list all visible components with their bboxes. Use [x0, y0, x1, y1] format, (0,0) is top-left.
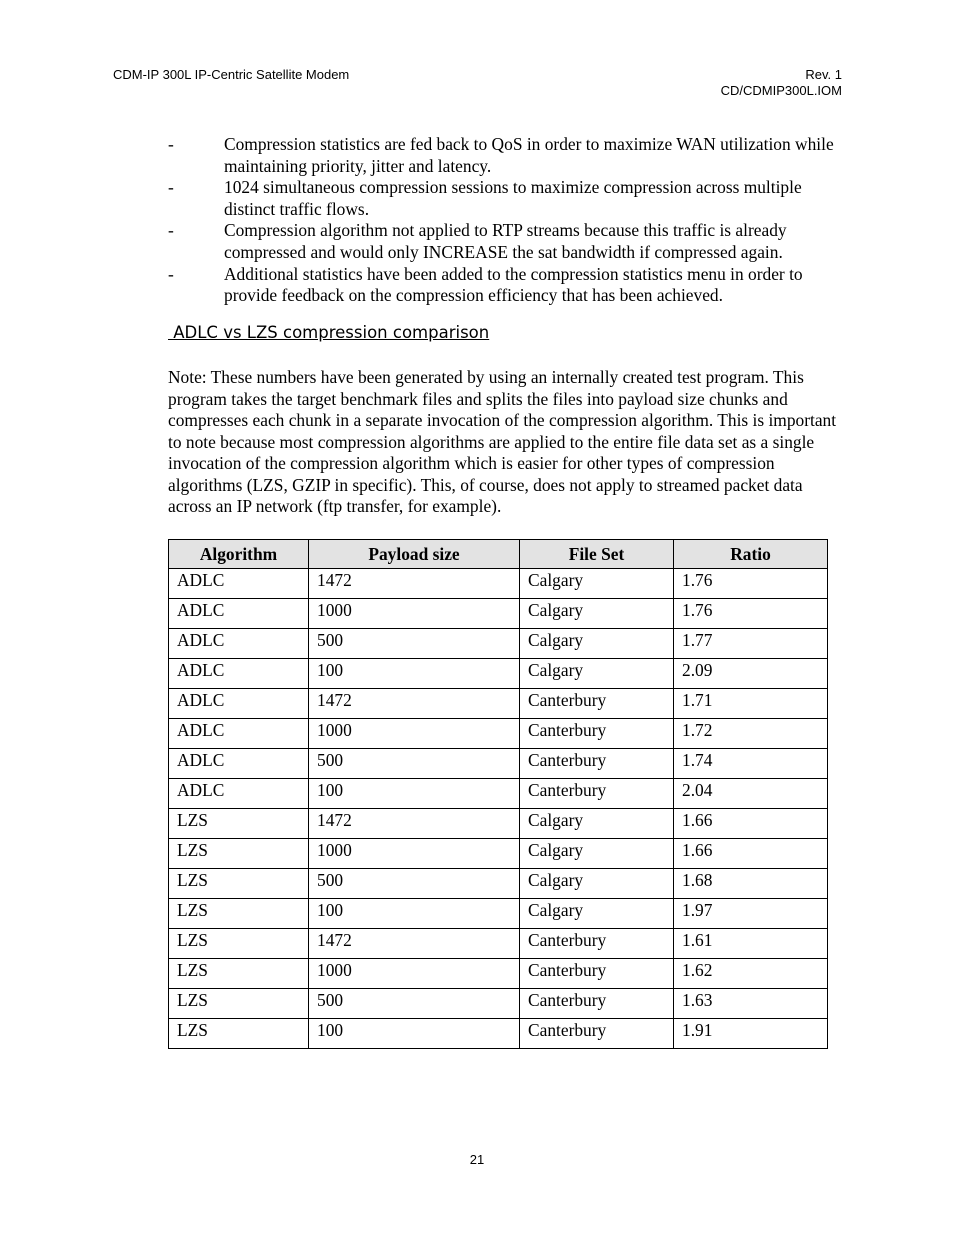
list-item: [168, 264, 848, 307]
bullet-marker: -: [168, 134, 174, 154]
file-set-cell: Calgary: [520, 899, 674, 929]
algorithm-cell: ADLC: [169, 629, 309, 659]
algorithm-cell: LZS: [169, 809, 309, 839]
file-set-cell: Canterbury: [520, 719, 674, 749]
file-set-cell: Calgary: [520, 869, 674, 899]
algorithm-cell: LZS: [169, 839, 309, 869]
payload-size-cell: 100: [309, 1019, 520, 1049]
algorithm-cell: LZS: [169, 959, 309, 989]
file-set-cell: Canterbury: [520, 989, 674, 1019]
document-id: CD/CDMIP300L.IOM: [720, 83, 842, 98]
ratio-cell: 1.72: [674, 719, 828, 749]
algorithm-cell: ADLC: [169, 749, 309, 779]
ratio-cell: 1.68: [674, 869, 828, 899]
list-item-text: Compression algorithm not applied to RTP streams because this traffic is already compressed and would only INCREASE the sat bandwidth if compressed again.: [224, 220, 787, 262]
table-row: [169, 869, 828, 899]
payload-size-cell: 1000: [309, 839, 520, 869]
table-row: [169, 659, 828, 689]
payload-size-cell: 500: [309, 989, 520, 1019]
payload-size-cell: 1472: [309, 929, 520, 959]
table-row: [169, 839, 828, 869]
table-row: [169, 989, 828, 1019]
payload-size-cell: 1472: [309, 689, 520, 719]
column-header-algorithm: Algorithm: [169, 540, 309, 569]
file-set-cell: Calgary: [520, 839, 674, 869]
table-row: [169, 809, 828, 839]
algorithm-cell: ADLC: [169, 659, 309, 689]
list-item: [168, 134, 848, 177]
ratio-cell: 1.76: [674, 599, 828, 629]
table-row: [169, 629, 828, 659]
document-title: CDM-IP 300L IP-Centric Satellite Modem: [113, 67, 350, 82]
file-set-cell: Calgary: [520, 809, 674, 839]
list-item-text: Additional statistics have been added to the compression statistics menu in order to provide feedback on the compression efficiency that has been achieved.: [224, 263, 803, 306]
list-item-text: 1024 simultaneous compression sessions to maximize compression across multiple distinct traffic flows.: [224, 177, 802, 219]
ratio-cell: 1.61: [674, 929, 828, 959]
payload-size-cell: 1000: [309, 959, 520, 989]
file-set-cell: Canterbury: [520, 749, 674, 779]
file-set-cell: Canterbury: [520, 779, 674, 809]
ratio-cell: 2.09: [674, 659, 828, 689]
section-title: ADLC vs LZS compression comparison: [168, 323, 490, 342]
algorithm-cell: ADLC: [169, 719, 309, 749]
ratio-cell: 1.77: [674, 629, 828, 659]
table-row: [169, 689, 828, 719]
feature-list: [168, 134, 848, 307]
table-row: [169, 929, 828, 959]
revision-label: Rev. 1: [805, 67, 842, 82]
table-row: [169, 779, 828, 809]
algorithm-cell: LZS: [169, 869, 309, 899]
column-header-ratio: Ratio: [674, 540, 828, 569]
ratio-cell: 1.66: [674, 809, 828, 839]
table-row: [169, 1019, 828, 1049]
payload-size-cell: 1472: [309, 809, 520, 839]
table-row: [169, 569, 828, 599]
file-set-cell: Canterbury: [520, 929, 674, 959]
payload-size-cell: 100: [309, 659, 520, 689]
ratio-cell: 1.63: [674, 989, 828, 1019]
ratio-cell: 1.66: [674, 839, 828, 869]
file-set-cell: Canterbury: [520, 1019, 674, 1049]
table-header-row: [169, 540, 828, 569]
file-set-cell: Calgary: [520, 629, 674, 659]
compression-comparison-table: [168, 539, 828, 1049]
ratio-cell: 1.62: [674, 959, 828, 989]
table-row: [169, 899, 828, 929]
ratio-cell: 2.04: [674, 779, 828, 809]
algorithm-cell: LZS: [169, 1019, 309, 1049]
file-set-cell: Canterbury: [520, 689, 674, 719]
table-row: [169, 749, 828, 779]
table-row: [169, 719, 828, 749]
algorithm-cell: ADLC: [169, 569, 309, 599]
list-item-text: Compression statistics are fed back to QoS in order to maximize WAN utilization while maintaining priority, jitter and latency.: [224, 134, 834, 176]
payload-size-cell: 1000: [309, 719, 520, 749]
table-row: [169, 959, 828, 989]
file-set-cell: Canterbury: [520, 959, 674, 989]
ratio-cell: 1.76: [674, 569, 828, 599]
table-body: [169, 569, 828, 1049]
file-set-cell: Calgary: [520, 569, 674, 599]
algorithm-cell: ADLC: [169, 779, 309, 809]
list-item: [168, 220, 848, 263]
payload-size-cell: 100: [309, 779, 520, 809]
algorithm-cell: LZS: [169, 929, 309, 959]
algorithm-cell: LZS: [169, 989, 309, 1019]
list-item: [168, 177, 848, 220]
file-set-cell: Calgary: [520, 599, 674, 629]
algorithm-cell: ADLC: [169, 689, 309, 719]
algorithm-cell: LZS: [169, 899, 309, 929]
column-header-file-set: File Set: [520, 540, 674, 569]
payload-size-cell: 500: [309, 629, 520, 659]
payload-size-cell: 100: [309, 899, 520, 929]
table-row: [169, 599, 828, 629]
note-paragraph: Note: These numbers have been generated by using an internally created test program. This program takes the target benchmark files and splits the files into payload size chunks and compresses each chunk in a separate invocation of the compression algorithm. This is important to note because most compression algorithms are applied to the entire file data set as a single invocation of the compression algorithm which is easier for other types of compression algorithms (LZS, GZIP in specific). This, of course, does not apply to streamed packet data across an IP network (ftp transfer, for example).: [168, 367, 837, 516]
payload-size-cell: 500: [309, 869, 520, 899]
ratio-cell: 1.91: [674, 1019, 828, 1049]
payload-size-cell: 1000: [309, 599, 520, 629]
bullet-marker: -: [168, 177, 174, 198]
file-set-cell: Calgary: [520, 659, 674, 689]
bullet-marker: -: [168, 263, 174, 284]
header-right: [721, 67, 842, 99]
payload-size-cell: 500: [309, 749, 520, 779]
page-number: 21: [469, 1152, 485, 1167]
algorithm-cell: ADLC: [169, 599, 309, 629]
bullet-marker: -: [168, 220, 174, 241]
ratio-cell: 1.97: [674, 899, 828, 929]
ratio-cell: 1.71: [674, 689, 828, 719]
column-header-payload-size: Payload size: [309, 540, 520, 569]
ratio-cell: 1.74: [674, 749, 828, 779]
payload-size-cell: 1472: [309, 569, 520, 599]
